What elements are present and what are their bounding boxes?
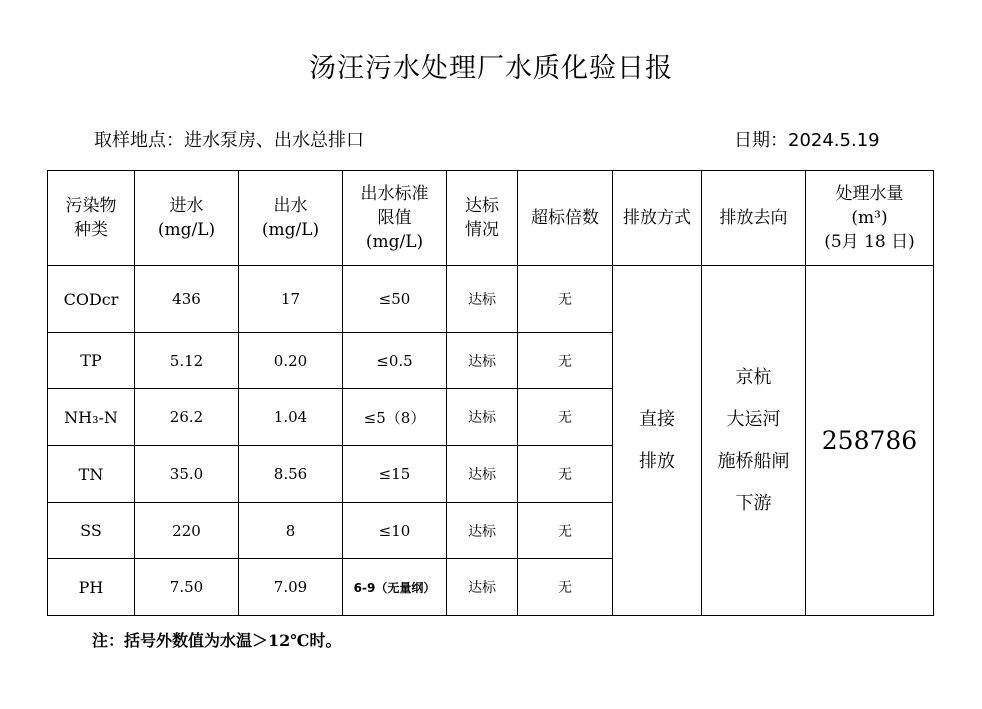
param-cell: PH [48,559,135,616]
influent-cell: 35.0 [135,446,239,503]
influent-cell: 7.50 [135,559,239,616]
report-title: 汤汪污水处理厂水质化验日报 [309,53,673,84]
header-status: 达标 情况 [447,171,518,266]
header-volume: 处理水量 (m³) (5月 18 日) [806,171,934,266]
effluent-cell: 8 [239,503,343,559]
limit-cell: ≤15 [343,446,447,503]
header-discharge-method: 排放方式 [613,171,702,266]
limit-cell: ≤0.5 [343,333,447,389]
status-cell: 达标 [447,266,518,333]
influent-cell: 220 [135,503,239,559]
status-cell: 达标 [447,559,518,616]
limit-cell: ≤5（8） [343,389,447,446]
header-limit: 出水标准 限值 (mg/L) [343,171,447,266]
exceed-cell: 无 [518,389,613,446]
status-cell: 达标 [447,446,518,503]
report-date: 日期：2024.5.19 [734,130,880,151]
effluent-cell: 8.56 [239,446,343,503]
param-cell: SS [48,503,135,559]
effluent-cell: 0.20 [239,333,343,389]
table-row [48,266,934,333]
header-influent: 进水 (mg/L) [135,171,239,266]
param-cell: TP [48,333,135,389]
influent-cell: 26.2 [135,389,239,446]
volume-cell: 258786 [806,266,934,616]
footnote: 注：括号外数值为水温＞12℃时。 [92,631,342,650]
effluent-cell: 1.04 [239,389,343,446]
influent-cell: 5.12 [135,333,239,389]
discharge-dest-cell: 京杭 大运河 施桥船闸 下游 [702,266,806,616]
header-param: 污染物 种类 [48,171,135,266]
header-effluent: 出水 (mg/L) [239,171,343,266]
influent-cell: 436 [135,266,239,333]
param-cell: CODcr [48,266,135,333]
header-discharge-dest: 排放去向 [702,171,806,266]
effluent-cell: 17 [239,266,343,333]
param-cell: NH₃-N [48,389,135,446]
limit-cell: ≤10 [343,503,447,559]
discharge-method-cell: 直接 排放 [613,266,702,616]
status-cell: 达标 [447,503,518,559]
limit-cell: 6-9（无量纲） [343,559,447,616]
effluent-cell: 7.09 [239,559,343,616]
status-cell: 达标 [447,333,518,389]
param-cell: TN [48,446,135,503]
sampling-location: 取样地点：进水泵房、出水总排口 [94,130,364,151]
exceed-cell: 无 [518,446,613,503]
exceed-cell: 无 [518,503,613,559]
status-cell: 达标 [447,389,518,446]
header-exceed: 超标倍数 [518,171,613,266]
exceed-cell: 无 [518,333,613,389]
exceed-cell: 无 [518,266,613,333]
exceed-cell: 无 [518,559,613,616]
header-row [48,171,934,266]
limit-cell: ≤50 [343,266,447,333]
water-quality-table [47,170,934,616]
